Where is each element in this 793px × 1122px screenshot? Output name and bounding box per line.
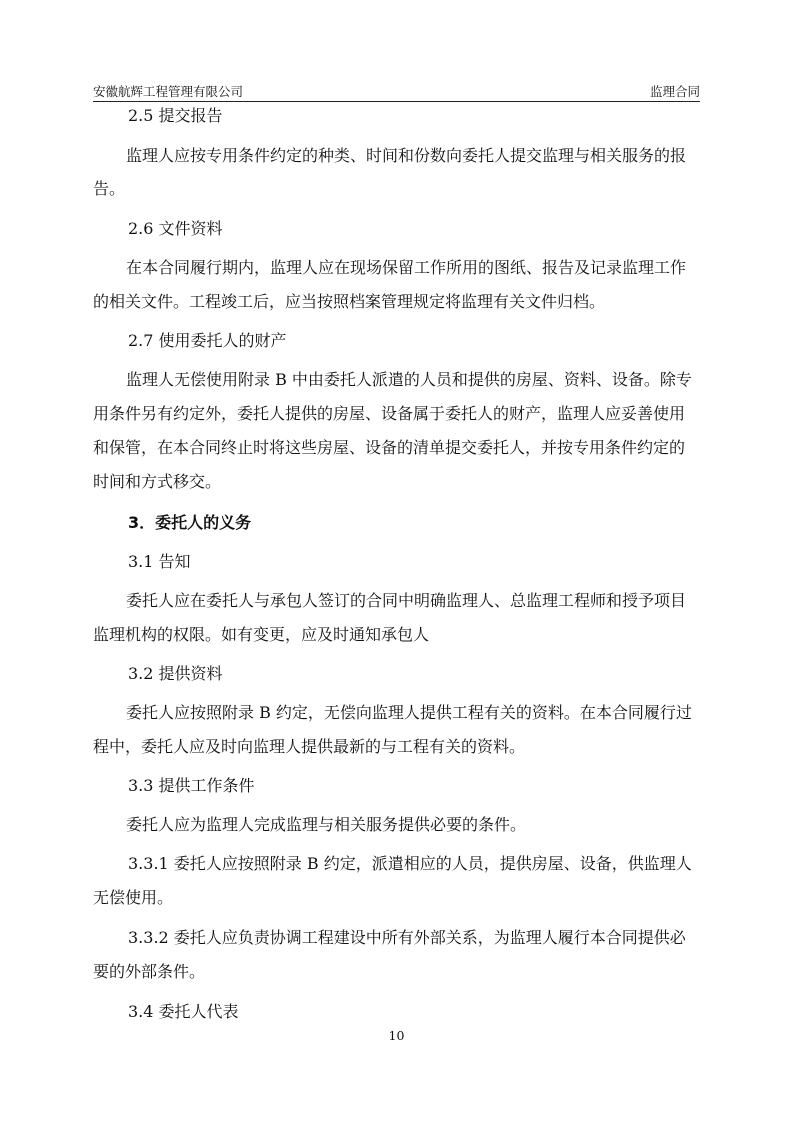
page-number: 10: [388, 1028, 405, 1043]
section-3-3-1-paragraph: 无偿使用。: [93, 888, 174, 907]
section-2-5-title: 2.5 提交报告: [128, 106, 223, 125]
section-3-3-title: 3.3 提供工作条件: [128, 776, 255, 795]
section-3-3-2-paragraph: 要的外部条件。: [93, 962, 206, 981]
section-3-heading: 3．委托人的义务: [128, 513, 252, 532]
section-3-1-paragraph: 委托人应在委托人与承包人签订的合同中明确监理人、总监理工程师和授予项目: [126, 591, 687, 610]
section-2-6-paragraph: 在本合同履行期内，监理人应在现场保留工作所用的图纸、报告及记录监理工作: [126, 258, 687, 277]
section-2-7-paragraph: 用条件另有约定外，委托人提供的房屋、设备属于委托人的财产，监理人应妥善使用: [93, 404, 686, 423]
section-2-5-paragraph: 监理人应按专用条件约定的种类、时间和份数向委托人提交监理与相关服务的报: [126, 146, 687, 165]
section-2-7-paragraph: 和保管，在本合同终止时将这些房屋、设备的清单提交委托人，并按专用条件约定的: [93, 438, 686, 457]
section-2-6-title: 2.6 文件资料: [128, 219, 223, 238]
page-header: [93, 82, 700, 100]
section-2-6-paragraph: 的相关文件。工程竣工后，应当按照档案管理规定将监理有关文件归档。: [93, 292, 606, 311]
section-3-3-2-paragraph: 3.3.2 委托人应负责协调工程建设中所有外部关系，为监理人履行本合同提供必: [128, 928, 686, 947]
section-3-2-paragraph: 程中，委托人应及时向监理人提供最新的与工程有关的资料。: [93, 737, 526, 756]
section-3-4-title: 3.4 委托人代表: [128, 1002, 239, 1021]
section-3-3-1-paragraph: 3.3.1 委托人应按照附录 B 约定，派遣相应的人员，提供房屋、设备，供监理人: [128, 854, 692, 873]
section-2-7-paragraph: 监理人无偿使用附录 B 中由委托人派遣的人员和提供的房屋、资料、设备。除专: [126, 370, 692, 389]
section-2-5-paragraph: 告。: [93, 179, 126, 198]
section-3-3-paragraph: 委托人应为监理人完成监理与相关服务提供必要的条件。: [126, 815, 527, 834]
document-type: 监理合同: [649, 84, 700, 99]
header-divider: [93, 101, 700, 102]
section-3-1-title: 3.1 告知: [128, 552, 191, 571]
section-3-2-title: 3.2 提供资料: [128, 664, 223, 683]
section-3-2-paragraph: 委托人应按照附录 B 约定，无偿向监理人提供工程有关的资料。在本合同履行过: [126, 703, 692, 722]
section-2-7-paragraph: 时间和方式移交。: [93, 472, 222, 491]
section-3-1-paragraph: 监理机构的权限。如有变更，应及时通知承包人: [93, 625, 430, 644]
company-name: 安徽航辉工程管理有限公司: [93, 84, 244, 99]
section-2-7-title: 2.7 使用委托人的财产: [128, 331, 287, 350]
